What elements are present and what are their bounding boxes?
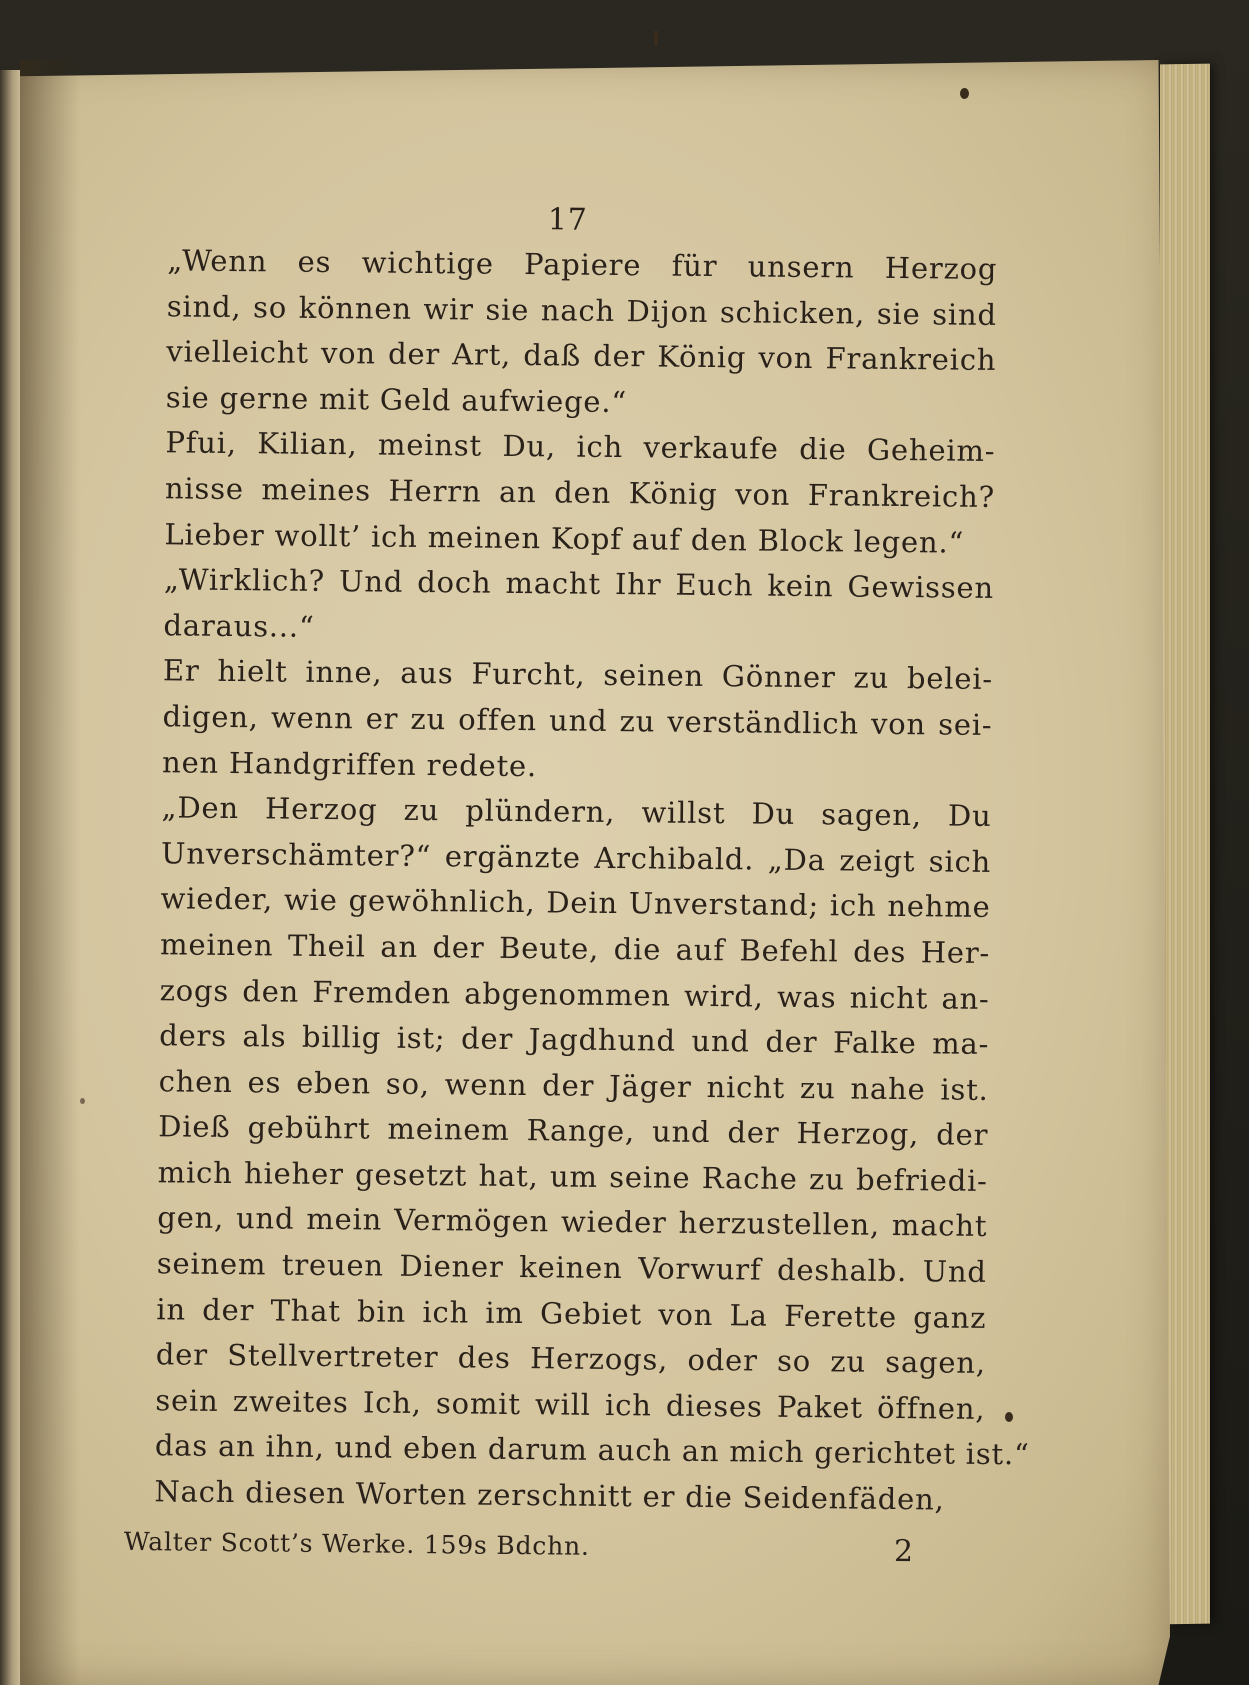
text-line: Er hielt inne, aus Furcht, seinen Gönner zu belei- — [162, 653, 994, 697]
text-line: sind, so können wir sie nach Dijon schicken, sie sind — [166, 288, 997, 332]
paragraph — [132, 648, 993, 794]
text-line: gen, und mein Vermögen wieder herzustellen, macht — [157, 1200, 988, 1244]
paragraph — [134, 420, 995, 566]
text-line: nen Handgriffen redete. — [161, 744, 538, 783]
text-line: Lieber wollt’ ich meinen Kopf auf den Block legen.“ — [164, 516, 965, 560]
facing-page-edge — [0, 70, 20, 1685]
page-number: 17 — [547, 202, 588, 238]
paragraph — [124, 1469, 984, 1524]
text-line: wieder, wie gewöhnlich, Dein Unverstand; ich nehme — [160, 881, 991, 925]
text-line: digen, wenn er zu offen und zu verständlich von sei- — [162, 699, 993, 742]
text-line: Dieß gebührt meinem Range, und der Herzog, der — [158, 1109, 989, 1153]
ink-speck — [1005, 1412, 1013, 1422]
sheet-number: 2 — [893, 1533, 915, 1569]
signature-mark: Walter Scott’s Werke. 159s Bdchn. — [123, 1526, 590, 1561]
text-line: „Den Herzog zu plündern, willst Du sagen, Du — [161, 790, 992, 834]
text-line: chen es eben so, wenn der Jäger nicht zu nahe ist. — [158, 1063, 989, 1107]
paragraph — [136, 238, 998, 429]
text-line: seinem treuen Diener keinen Vorwurf deshalb. Und — [156, 1246, 987, 1290]
text-line: sie gerne mit Geld aufwiege.“ — [165, 380, 628, 419]
text-line: ders als billig ist; der Jagdhund und der Falke ma- — [159, 1018, 990, 1062]
text-line: das an ihn, und eben darum auch an mich gerichtet ist.“ — [154, 1428, 1030, 1472]
text-line: nisse meines Herrn an den König von Frankreich? — [164, 471, 996, 514]
text-line: vielleicht von der Art, daß der König von Frankreich — [166, 334, 997, 378]
text-line: meinen Theil an der Beute, die auf Befehl des Her- — [159, 927, 991, 970]
ink-speck — [654, 30, 658, 46]
text-line: der Stellvertreter des Herzogs, oder so zu sagen, — [155, 1337, 987, 1381]
text-line: zogs den Fremden abgenommen wird, was nicht an- — [159, 972, 990, 1016]
text-line: in der That bin ich im Gebiet von La Ferette ganz — [156, 1291, 987, 1335]
paragraph — [133, 557, 994, 657]
text-line: „Wirklich? Und doch macht Ihr Euch kein Gewissen — [163, 562, 995, 606]
text-line: Unverschämter?“ ergänzte Archibald. „Da zeigt sich — [160, 835, 992, 879]
text-line: Pfui, Kilian, meinst Du, ich verkaufe die Geheim- — [165, 425, 996, 469]
text-block — [123, 196, 1030, 1574]
text-line: Nach diesen Worten zerschnitt er die Seidenfäden, — [154, 1474, 945, 1517]
gutter-shadow — [20, 60, 80, 1685]
ink-speck — [80, 1098, 85, 1104]
text-line: daraus...“ — [163, 608, 315, 644]
paragraph — [125, 785, 1030, 1478]
text-line: „Wenn es wichtige Papiere für unsern Herzog — [167, 243, 998, 287]
text-line: mich hieher gesetzt hat, um seine Rache zu befriedi- — [157, 1155, 988, 1198]
text-line: sein zweites Ich, somit will ich dieses Paket öffnen, — [155, 1383, 986, 1426]
ink-speck — [960, 88, 969, 99]
page-footer — [124, 1519, 984, 1574]
